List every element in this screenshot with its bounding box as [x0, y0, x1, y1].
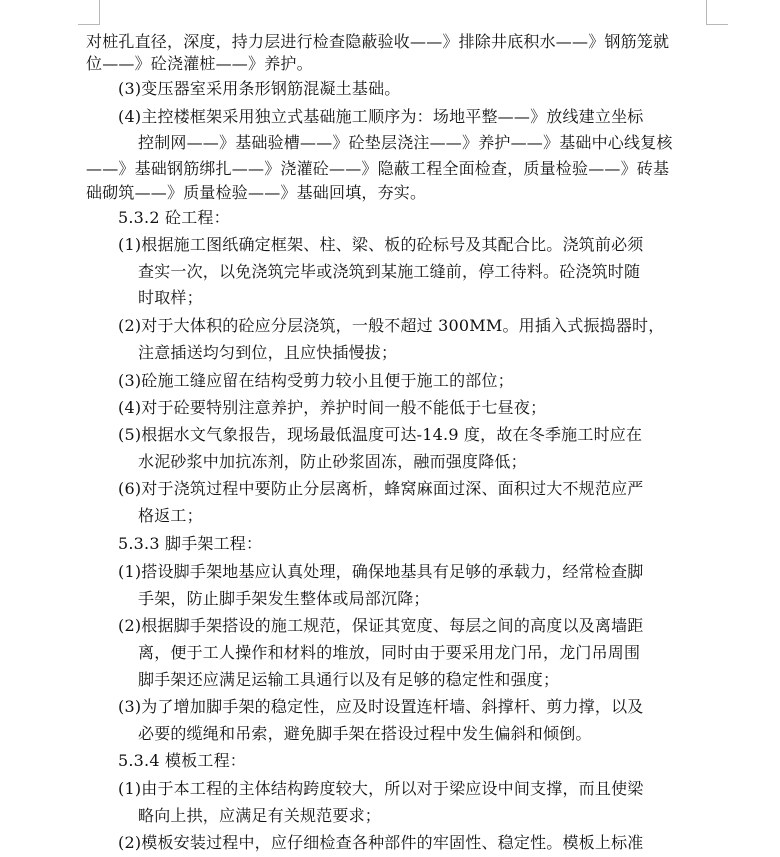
- list-item: (3)砼施工缝应留在结构受剪力较小且便于施工的部位；: [118, 371, 514, 390]
- list-item: (1)搭设脚手架地基应认真处理，确保地基具有足够的承载力，经常检查脚: [118, 562, 644, 581]
- page-corner-mark-top-left: [78, 24, 100, 25]
- list-item: (4)主控楼框架采用独立式基础施工顺序为：场地平整——》放线建立坐标: [118, 107, 644, 126]
- list-item: (3)变压器室采用条形钢筋混凝土基础。: [118, 79, 401, 98]
- text-line: 础砌筑——》质量检验——》基础回填，夯实。: [86, 183, 427, 202]
- page-corner-mark-top-right: [706, 0, 707, 24]
- list-item: (6)对于浇筑过程中要防止分层离析，蜂窝麻面过深、面积过大不规范应严: [118, 479, 644, 498]
- text-line: 略向上拱，应满足有关规范要求；: [138, 806, 382, 825]
- text-line: 查实一次，以免浇筑完毕或浇筑到某施工缝前，停工待料。砼浇筑时随: [138, 262, 641, 281]
- list-item: (2)对于大体积的砼应分层浇筑，一般不超过 300MM。用插入式振捣器时，: [118, 316, 665, 335]
- list-item: (2)根据脚手架搭设的施工规范，保证其宽度、每层之间的高度以及离墙距: [118, 616, 644, 635]
- section-heading: 5.3.2 砼工程：: [118, 208, 230, 227]
- text-line: 控制网——》基础验槽——》砼垫层浇注——》养护——》基础中心线复核: [138, 133, 673, 152]
- list-item: (3)为了增加脚手架的稳定性，应及时设置连杆墙、斜撑杆、剪力撑，以及: [118, 697, 644, 716]
- list-item: (4)对于砼要特别注意养护，养护时间一般不能低于七昼夜；: [118, 398, 547, 417]
- text-line: 对桩孔直径，深度，持力层进行检查隐蔽验收——》排除井底积水——》钢筋笼就: [86, 32, 670, 51]
- text-line: 脚手架还应满足运输工具通行以及有足够的稳定性和强度；: [138, 670, 560, 689]
- page-corner-mark-top-right: [706, 24, 728, 25]
- text-line: 注意插送均匀到位，且应快插慢拔；: [138, 343, 398, 362]
- text-line: 位——》砼浇灌桩——》养护。: [86, 54, 313, 73]
- text-line: 离，便于工人操作和材料的堆放，同时由于要采用龙门吊，龙门吊周围: [138, 643, 641, 662]
- text-line: 格返工；: [138, 506, 203, 525]
- text-line: ——》基础钢筋绑扎——》浇灌砼——》隐蔽工程全面检查，质量检验——》砖基: [86, 159, 670, 178]
- page-corner-mark-top-left: [99, 0, 100, 24]
- list-item: (1)由于本工程的主体结构跨度较大，所以对于梁应设中间支撑，而且使梁: [118, 779, 644, 798]
- list-item: (5)根据水文气象报告，现场最低温度可达-14.9 度，故在冬季施工时应在: [118, 425, 643, 444]
- list-item: (1)根据施工图纸确定框架、柱、梁、板的砼标号及其配合比。浇筑前必须: [118, 235, 644, 254]
- list-item: (2)模板安装过程中，应仔细检查各种部件的牢固性、稳定性。模板上标准: [118, 833, 644, 852]
- section-heading: 5.3.3 脚手架工程：: [118, 534, 263, 553]
- text-line: 水泥砂浆中加抗冻剂，防止砂浆固冻，融而强度降低；: [138, 452, 527, 471]
- text-line: 时取样；: [138, 288, 203, 307]
- section-heading: 5.3.4 模板工程：: [118, 751, 246, 770]
- text-line: 手架，防止脚手架发生整体或局部沉降；: [138, 589, 430, 608]
- text-line: 必要的缆绳和吊索，避免脚手架在搭设过程中发生偏斜和倾倒。: [138, 724, 592, 743]
